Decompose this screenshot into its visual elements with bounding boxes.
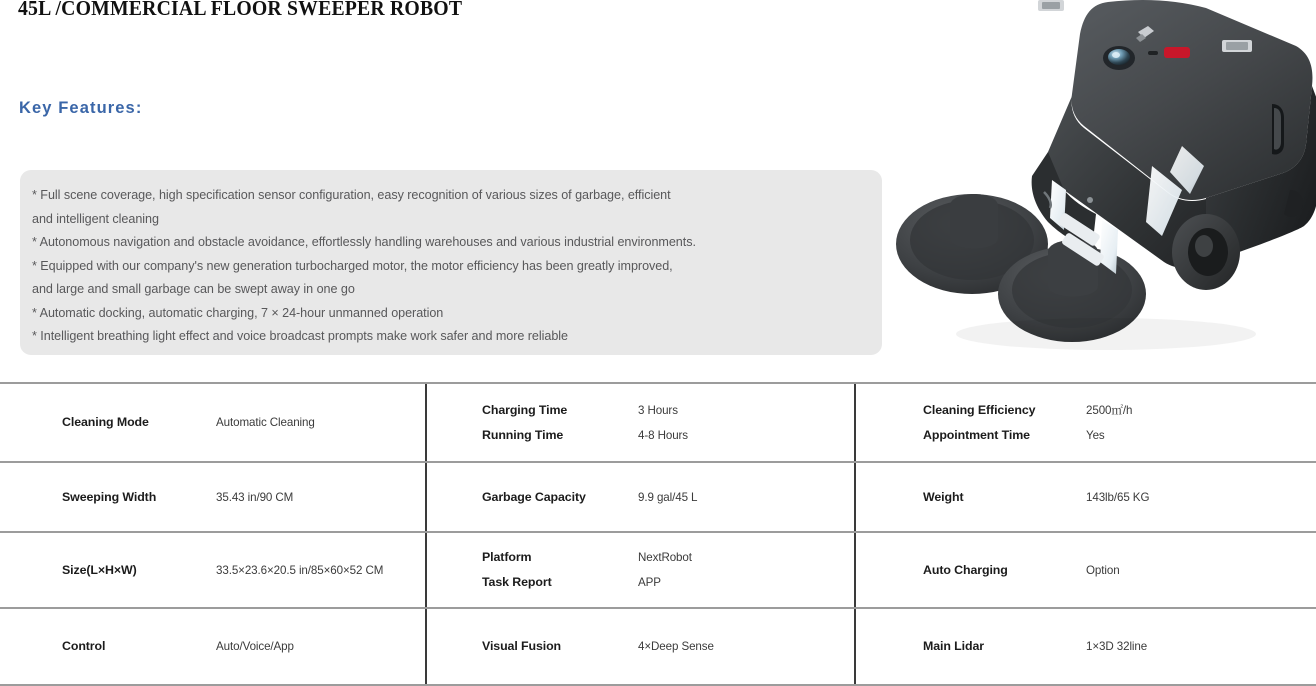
spec-pair xyxy=(427,485,854,510)
spec-pair xyxy=(427,634,854,659)
spec-value: 4×Deep Sense xyxy=(638,640,714,653)
spec-pair xyxy=(856,634,1316,659)
spec-cell xyxy=(0,384,425,461)
spec-value: 3 Hours xyxy=(638,403,678,417)
spec-cell xyxy=(425,463,854,531)
product-image-sweeper-robot xyxy=(876,0,1316,374)
table-row xyxy=(0,461,1316,531)
table-row xyxy=(0,382,1316,461)
spec-value: Option xyxy=(1086,563,1120,577)
spec-cell xyxy=(854,609,1316,684)
feature-line: and large and small garbage can be swept away in one go xyxy=(32,282,355,296)
spec-value: 35.43 in/90 CM xyxy=(216,490,294,504)
spec-label: Platform xyxy=(482,550,532,564)
feature-line: * Intelligent breathing light effect and voice broadcast prompts make work safer and more reliable xyxy=(32,329,568,343)
spec-label: Sweeping Width xyxy=(62,489,157,504)
spec-label: Cleaning Efficiency xyxy=(923,402,1036,417)
spec-cell xyxy=(425,609,854,684)
spec-label: Control xyxy=(62,639,106,653)
spec-pair xyxy=(0,558,425,583)
spec-label: Task Report xyxy=(482,575,552,589)
spec-pair xyxy=(427,423,854,448)
spec-value: APP xyxy=(638,576,661,589)
spec-label: Main Lidar xyxy=(923,639,984,653)
feature-line: * Equipped with our company's new generation turbocharged motor, the motor efficiency has been greatly improved, xyxy=(32,258,673,273)
spec-value: Auto/Voice/App xyxy=(216,640,294,653)
spec-cell xyxy=(425,384,854,461)
spec-pair xyxy=(427,570,854,595)
spec-cell xyxy=(425,533,854,607)
spec-label: Appointment Time xyxy=(923,427,1030,442)
spec-pair xyxy=(427,545,854,570)
spec-label: Auto Charging xyxy=(923,562,1008,577)
spec-pair xyxy=(856,485,1316,510)
spec-pair xyxy=(856,423,1316,448)
key-features-panel xyxy=(20,170,882,355)
spec-cell xyxy=(854,384,1316,461)
spec-value: Yes xyxy=(1086,428,1105,442)
spec-value: Automatic Cleaning xyxy=(216,416,315,429)
spec-label: Weight xyxy=(923,489,964,504)
spec-label: Garbage Capacity xyxy=(482,489,586,504)
spec-cell xyxy=(854,533,1316,607)
spec-value: 9.9 gal/45 L xyxy=(638,490,698,504)
key-features-list xyxy=(32,184,872,349)
spec-label: Size(L×H×W) xyxy=(62,562,137,577)
spec-label: Running Time xyxy=(482,427,564,442)
specifications-table xyxy=(0,382,1316,686)
feature-line: * Autonomous navigation and obstacle avoidance, effortlessly handling warehouses and various industrial environments. xyxy=(32,235,696,249)
spec-value: 33.5×23.6×20.5 in/85×60×52 CM xyxy=(216,563,384,577)
spec-value: 1×3D 32line xyxy=(1086,640,1148,653)
feature-line: and intelligent cleaning xyxy=(32,211,159,226)
spec-value: NextRobot xyxy=(638,551,692,564)
spec-value: 2500㎡/h xyxy=(1086,403,1133,417)
spec-cell xyxy=(0,533,425,607)
spec-pair xyxy=(427,398,854,423)
spec-value: 143lb/65 KG xyxy=(1086,490,1150,504)
spec-pair xyxy=(0,634,425,659)
spec-value: 4-8 Hours xyxy=(638,428,689,442)
spec-pair xyxy=(856,398,1316,423)
feature-line: * Automatic docking, automatic charging, 7 × 24-hour unmanned operation xyxy=(32,305,444,320)
table-row xyxy=(0,531,1316,607)
page-title: 45L /COMMERCIAL FLOOR SWEEPER ROBOT xyxy=(18,0,463,20)
spec-cell xyxy=(0,463,425,531)
spec-pair xyxy=(0,485,425,510)
spec-label: Cleaning Mode xyxy=(62,415,149,429)
feature-line: * Full scene coverage, high specification sensor configuration, easy recognition of various sizes of garbage, efficient xyxy=(32,188,671,202)
spec-label: Visual Fusion xyxy=(482,639,562,653)
spec-pair xyxy=(856,558,1316,583)
key-features-heading: Key Features: xyxy=(19,99,143,117)
table-row xyxy=(0,607,1316,684)
spec-label: Charging Time xyxy=(482,402,568,417)
spec-pair xyxy=(0,410,425,435)
spec-cell xyxy=(854,463,1316,531)
spec-cell xyxy=(0,609,425,684)
